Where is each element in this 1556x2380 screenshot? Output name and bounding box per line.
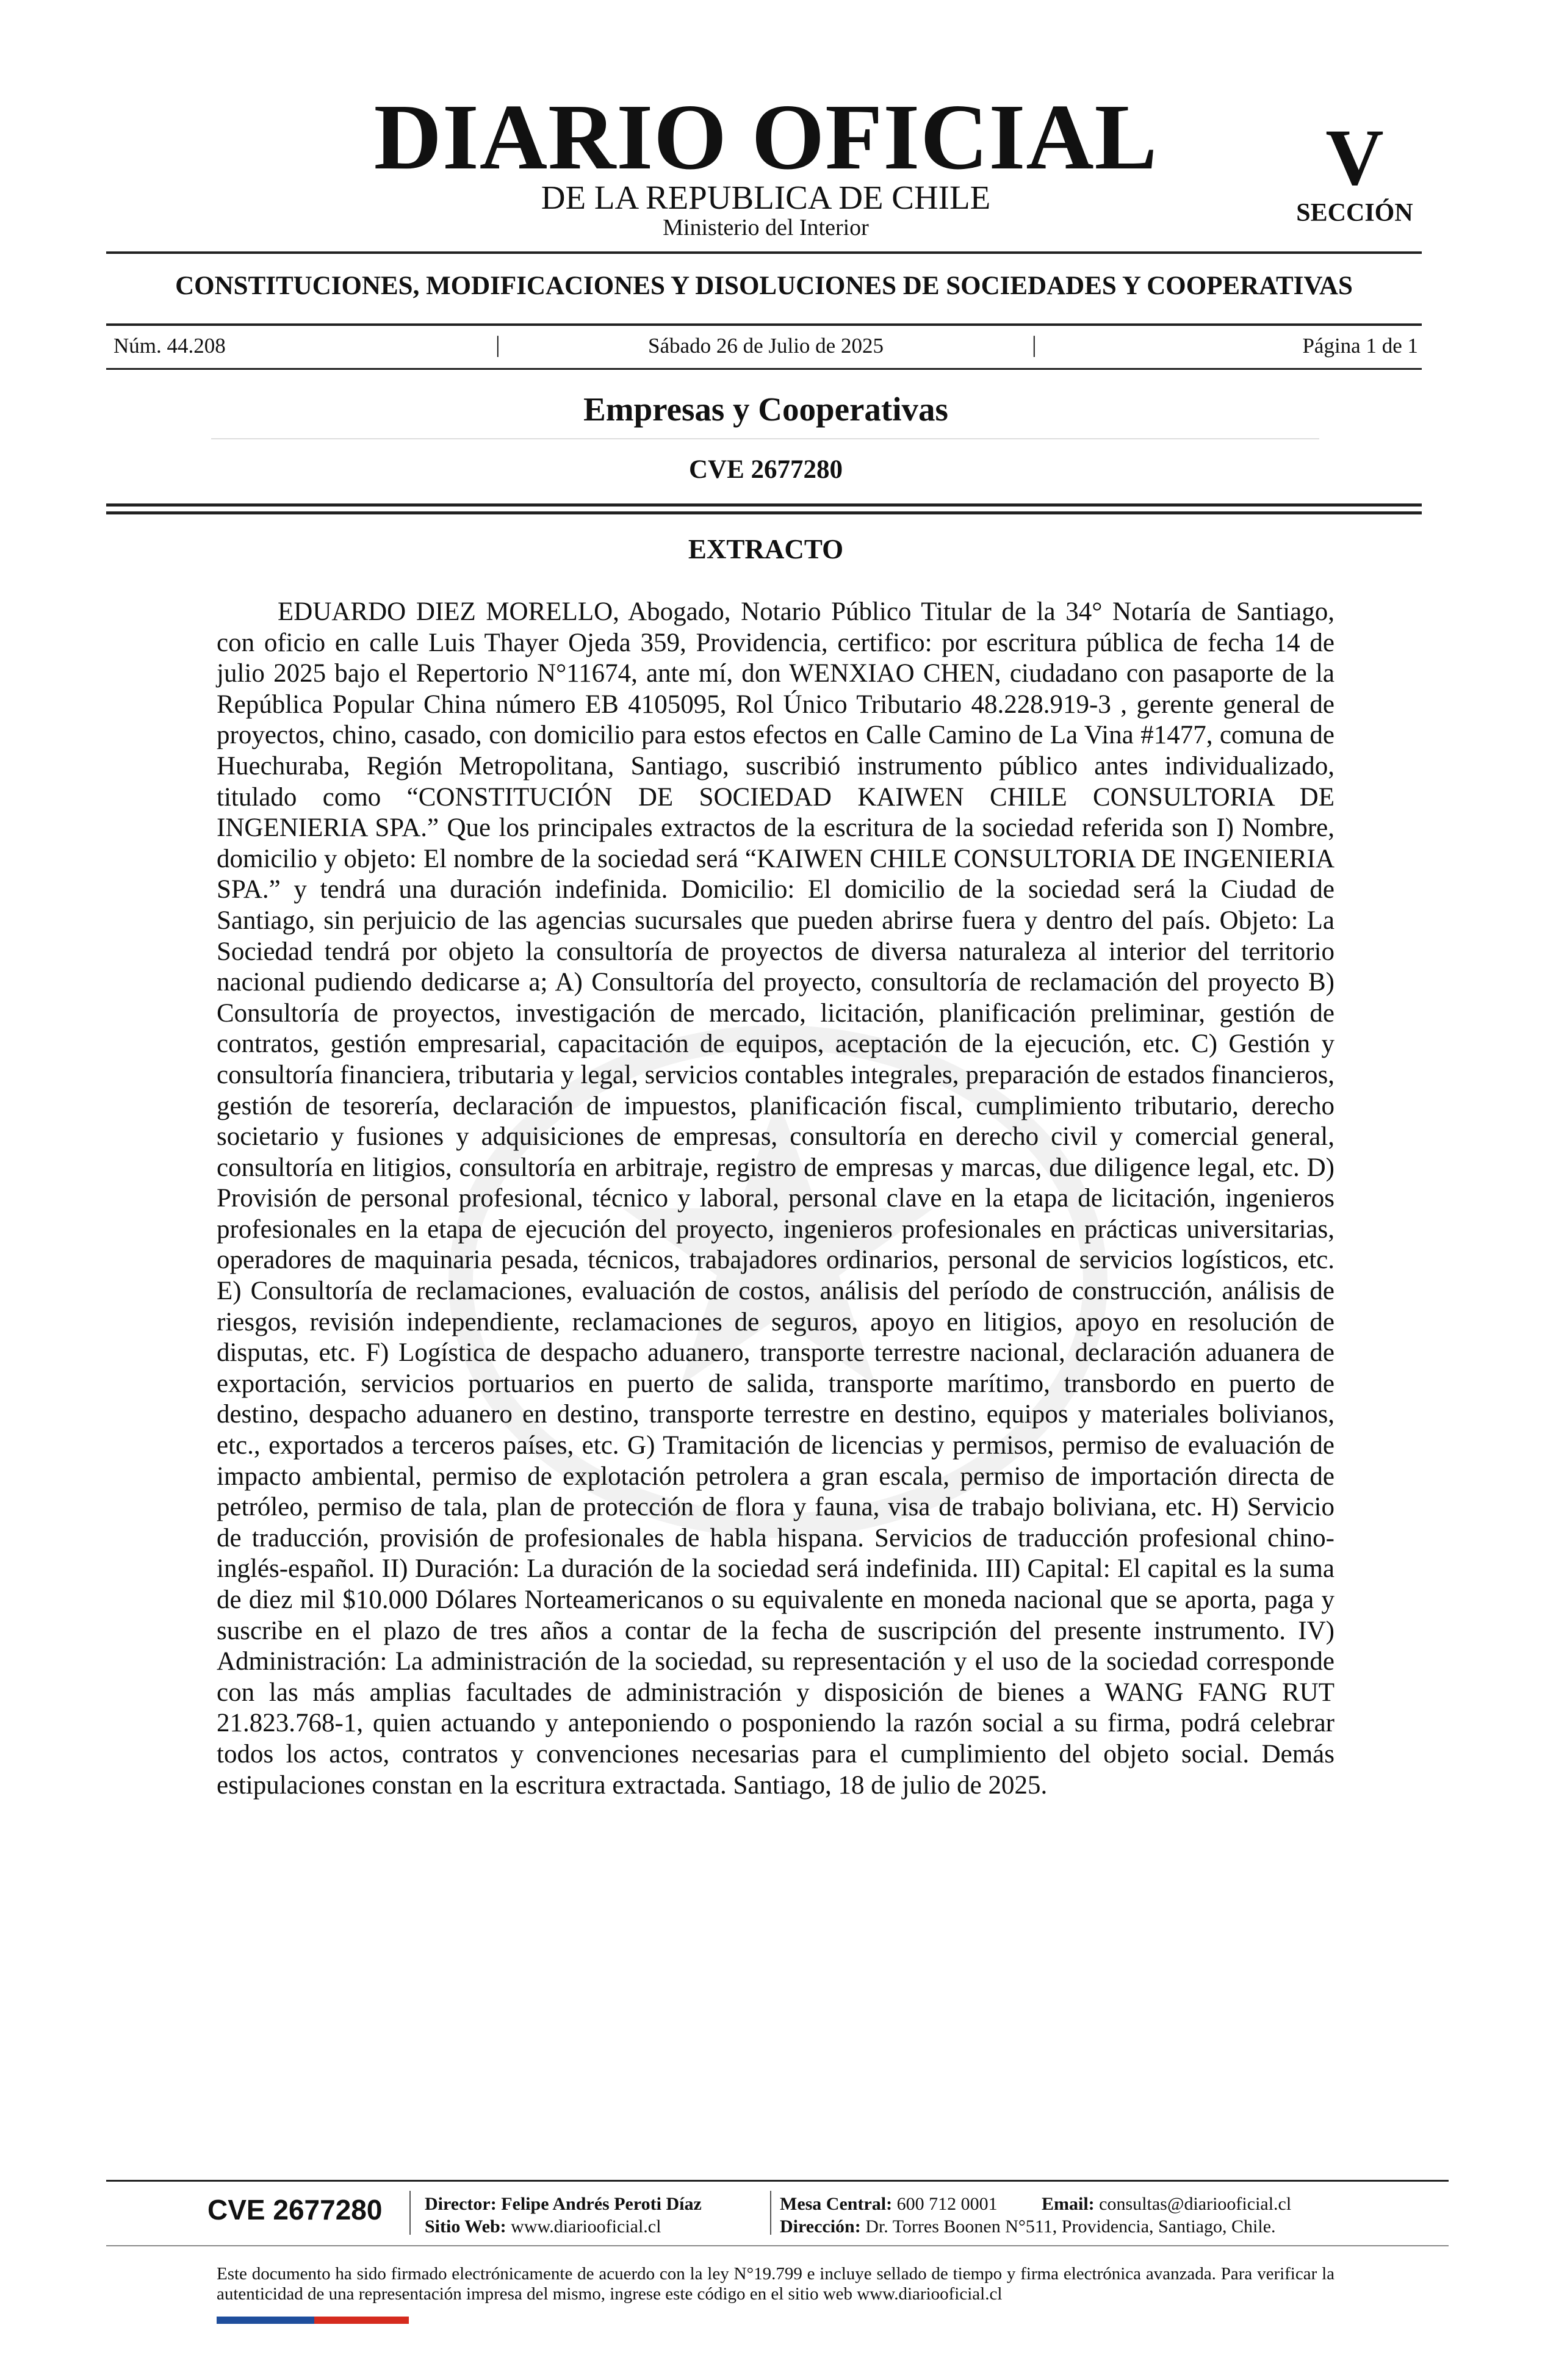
footer-director-value: Felipe Andrés Peroti Díaz	[501, 2194, 702, 2214]
footer-phone	[780, 2195, 998, 2213]
divider	[211, 438, 1319, 439]
footer-email	[1042, 2195, 1291, 2213]
cve-code: CVE 2677280	[688, 455, 843, 484]
document-heading: EXTRACTO	[688, 534, 844, 564]
footer-phone-label: Mesa Central:	[780, 2194, 893, 2214]
footer-director-label: Director:	[425, 2194, 497, 2214]
divider	[106, 368, 1422, 370]
section-heading: Empresas y Cooperativas	[583, 391, 948, 428]
footer-email-label: Email:	[1042, 2194, 1095, 2214]
category-title: CONSTITUCIONES, MODIFICACIONES Y DISOLUCIONES DE SOCIEDADES Y COOPERATIVAS	[175, 272, 1353, 300]
document-body: EDUARDO DIEZ MORELLO, Abogado, Notario Público Titular de la 34° Notaría de Santiago, con oficio en calle Luis Thayer Ojeda 359, Providencia, certifico: por escritura pública de fecha 14 de julio 2025 bajo el Repertorio N°11674, ante mí, don WENXIAO CHEN, ciudadano con pasaporte de la República Popular China número EB 4105095, Rol Único Tributario 48.228.919-3 , gerente general de proyectos, chino, casado, con domicilio para estos efectos en Calle Camino de La Vina #1477, comuna de Huechuraba, Región Metropolitana, Santiago, suscribió instrumento público antes individualizado, titulado como “CONSTITUCIÓN DE SOCIEDAD KAIWEN CHILE CONSULTORIA DE INGENIERIA SPA.” Que los principales extractos de la escritura de la sociedad referida son I) Nombre, domicilio y objeto: El nombre de la sociedad será “KAIWEN CHILE CONSULTORIA DE INGENIERIA SPA.” y tendrá una duración indefinida. Domicilio: El domicilio de la sociedad será la Ciudad de Santiago, sin perjuicio de las agencias sucursales que pueden abrirse fuera y dentro del país. Objeto: La Sociedad tendrá por objeto la consultoría de proyectos de diversa naturaleza al interior del territorio nacional pudiendo dedicarse a; A) Consultoría del proyecto, consultoría de reclamación del proyecto B) Consultoría de proyectos, investigación de mercado, licitación, planificación preliminar, gestión de contratos, gestión empresarial, capacitación de equipos, aceptación de la ejecución, etc. C) Gestión y consultoría financiera, tributaria y legal, servicios contables integrales, preparación de estados financieros, gestión de tesorería, declaración de impuestos, planificación fiscal, cumplimiento tributario, derecho societario y fusiones y adquisiciones de empresas, consultoría en derecho civil y comercial general, consultoría en litigios, consultoría en arbitraje, registro de empresas y marcas, due diligence legal, etc. D) Provisión de personal profesional, técnico y laboral, personal clave en la etapa de licitación, ingenieros profesionales en la etapa de ejecución del proyecto, ingenieros profesionales en prácticas universitarias, operadores de maquinaria pesada, técnicos, trabajadores ordinarios, personal de servicios logísticos, etc. E) Consultoría de reclamaciones, evaluación de costos, análisis del período de construcción, análisis de riesgos, revisión independiente, reclamaciones de seguros, apoyo en litigios, apoyo en resolución de disputas, etc. F) Logística de despacho aduanero, transporte terrestre nacional, declaración aduanera de exportación, servicios portuarios en puerto de salida, transporte marítimo, transbordo en puerto de destino, despacho aduanero en destino, transporte terrestre en destino, equipos y materiales bolivianos, etc., exportados a terceros países, etc. G) Tramitación de licencias y permisos, permiso de evaluación de impacto ambiental, permiso de explotación petrolera a gran escala, permiso de importación directa de petróleo, permiso de tala, plan de protección de flora y fauna, visa de trabajo boliviana, etc. H) Servicio de traducción, provisión de profesionales de habla hispana. Servicios de traducción profesional chino-inglés-español. II) Duración: La duración de la sociedad será indefinida. III) Capital: El capital es la suma de diez mil $10.000 Dólares Norteamericanos o su equivalente en moneda nacional que se aporta, paga y suscribe en el plazo de tres años a contar de la fecha de suscripción del presente instrumento. IV) Administración: La administración de la sociedad, su representación y el uso de la sociedad corresponde con las más amplias facultades de administración y disposición de bienes a WANG FANG RUT 21.823.768-1, quien actuando y anteponiendo o posponiendo la razón social a su firma, podrá celebrar todos los actos, contratos y convenciones necesarias para el cumplimiento del objeto social. Demás estipulaciones constan en la escritura extractada. Santiago, 18 de julio de 2025.	[217, 597, 1334, 1800]
footer-website	[425, 2218, 661, 2236]
footer-phone-value: 600 712 0001	[896, 2194, 998, 2214]
flag-stripe-red	[314, 2317, 409, 2324]
footer-address-value: Dr. Torres Boonen N°511, Providencia, Santiago, Chile.	[865, 2216, 1276, 2237]
divider	[106, 323, 1422, 326]
divider	[106, 511, 1422, 514]
footer-email-link[interactable]: consultas@diariooficial.cl	[1099, 2194, 1292, 2214]
footer-website-link[interactable]: www.diariooficial.cl	[511, 2216, 661, 2237]
divider	[106, 251, 1422, 254]
footer-separator	[770, 2191, 771, 2235]
footer-website-label: Sitio Web:	[425, 2216, 506, 2237]
masthead-title: DIARIO OFICIAL	[373, 85, 1158, 189]
issue-page: Página 1 de 1	[1302, 334, 1418, 358]
footer-cve-code: CVE 2677280	[207, 2194, 383, 2226]
section-label: SECCIÓN	[1296, 199, 1413, 227]
footer-divider	[106, 2245, 1449, 2246]
footer-legal-note: Este documento ha sido firmado electrónicamente de acuerdo con la ley N°19.799 e incluye sellado de tiempo y firma electrónica avanzada. Para verificar la autenticidad de una representación impresa del mismo, ingrese este código en el sitio web www.diariooficial.cl	[217, 2264, 1334, 2304]
issue-separator: |	[1032, 332, 1037, 358]
issue-date: Sábado 26 de Julio de 2025	[648, 334, 884, 358]
divider	[106, 503, 1422, 507]
footer-director	[425, 2195, 702, 2213]
footer-address-label: Dirección:	[780, 2216, 861, 2237]
issue-number: Núm. 44.208	[113, 334, 226, 358]
footer-separator	[409, 2191, 411, 2235]
flag-stripe-blue	[217, 2317, 314, 2324]
issue-separator: |	[495, 332, 500, 358]
section-letter: V	[1325, 112, 1384, 202]
masthead-ministry: Ministerio del Interior	[663, 215, 869, 240]
footer-divider	[106, 2180, 1449, 2182]
footer-address	[780, 2218, 1276, 2236]
masthead-subtitle: DE LA REPUBLICA DE CHILE	[541, 179, 991, 216]
